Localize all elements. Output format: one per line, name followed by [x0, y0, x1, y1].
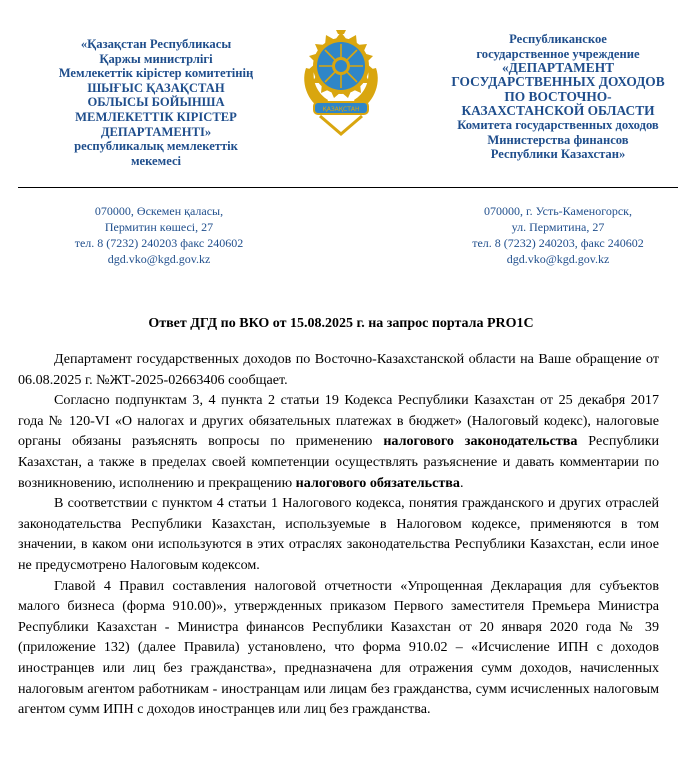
- letterhead-ru-line: Республики Казахстан»: [490, 147, 626, 162]
- letterhead-kz-line: ОБЛЫСЫ БОЙЫНША: [87, 95, 225, 110]
- paragraph-text: .: [459, 474, 464, 491]
- letterhead-ru-line: Республиканское: [509, 32, 607, 46]
- contact-street: ул. Пермитина, 27: [511, 220, 605, 234]
- document-body: [18, 349, 659, 720]
- contact-phone: тел. 8 (7232) 240203 факс 240602: [74, 236, 244, 250]
- letterhead-ru-line: «ДЕПАРТАМЕНТ: [501, 60, 615, 76]
- contacts-kazakh: [40, 203, 278, 267]
- letterhead-ru-line: ГОСУДАРСТВЕННЫХ ДОХОДОВ: [451, 74, 665, 90]
- letterhead-ru-line: Министерства финансов: [487, 132, 629, 147]
- letterhead-ru-line: Комитета государственных доходов: [457, 118, 659, 132]
- letterhead: [0, 0, 682, 190]
- contact-email: dgd.vko@kgd.gov.kz: [107, 252, 211, 266]
- paragraph-tax-code: [18, 390, 659, 493]
- header-divider: [18, 187, 678, 188]
- letterhead-kz-line: ШЫҒЫС ҚАЗАҚСТАН: [87, 80, 225, 95]
- document-title: Ответ ДГД по ВКО от 15.08.2025 г. на запрос портала PRO1С: [148, 316, 534, 331]
- emphasis-tax-obligation: налогового обязательства: [295, 474, 460, 491]
- contact-address: 070000, г. Усть-Каменогорск,: [484, 204, 632, 218]
- letterhead-kz-line: «Қазақстан Республикасы: [80, 37, 232, 51]
- letterhead-kz-line: ДЕПАРТАМЕНТІ»: [100, 124, 212, 139]
- letterhead-kazakh: [38, 37, 274, 168]
- letterhead-ru-line: ПО ВОСТОЧНО-: [504, 88, 612, 104]
- letterhead-kz-line: МЕМЛЕКЕТТІК КІРІСТЕР: [75, 109, 237, 124]
- contact-phone: тел. 8 (7232) 240203, факс 240602: [472, 236, 644, 250]
- letterhead-kz-line: мекемесі: [130, 153, 182, 168]
- letterhead-ru-line: государственное учреждение: [476, 46, 640, 61]
- paragraph-intro: Департамент государственных доходов по Восточно-Казахстанской области на Ваше обращение от 06.08.2025 г. №ЖТ-2025-02663406 сообщает.: [18, 351, 659, 388]
- emblem-caption: ҚАЗАҚСТАН: [322, 106, 360, 113]
- contact-address: 070000, Өскемен қаласы,: [94, 204, 224, 218]
- letterhead-ru-line: КАЗАХСТАНСКОЙ ОБЛАСТИ: [461, 102, 655, 118]
- paragraph-declaration-rules: Главой 4 Правил составления налоговой отчетности «Упрощенная Декларация для субъектов малого бизнеса (форма 910.00)», утвержденных приказом Первого заместителя Премьера Министра Республики Казахстан - Министра финансов Республики Казахстан от 20 января 2020 года № 39 (приложение 132) (далее Правила) установлено, что форма 910.02 – «Исчисление ИПН с доходов иностранцев или лиц без гражданства», предназначена для отражения сумм доходов, начисленных налоговым агентом работникам - иностранцам или лицам без гражданства, сумм исчисленных налоговым агентом сумм ИПН с доходов иностранцев или лиц без гражданства.: [18, 577, 659, 718]
- emphasis-tax-legislation: налогового законодательства: [383, 433, 578, 450]
- paragraph-text: Согласно подпунктам 3, 4 пункта 2 статьи 19 Кодекса Республики Казахстан от 25 декабря 2017 года № 120-VI «О налогах и других обязательных платежах в бюджет» (Налоговый кодекс), налоговые органы обязаны разъяснять вопросы по применению: [18, 392, 659, 450]
- state-emblem-icon: [300, 30, 382, 140]
- letterhead-russian: [440, 32, 676, 162]
- letterhead-kz-line: Мемлекеттік кірістер комитетінің: [58, 66, 254, 81]
- paragraph-text: Республики Казахстан, а также в пределах своей компетенции осуществлять разъяснение и давать комментарии по возникновению, исполнению и прекращению: [18, 433, 660, 491]
- contact-email: dgd.vko@kgd.gov.kz: [506, 252, 610, 266]
- paragraph-legislation-terms: В соответствии с пунктом 4 статьи 1 Налогового кодекса, понятия гражданского и других отраслей законодательства Республики Казахстан, используемые в Налоговом кодексе, применяются в том значении, в каком они используются в этих отраслях законодательства Республики Казахстан, если иное не предусмотрено Налоговым кодексом.: [18, 495, 659, 573]
- letterhead-kz-line: Қаржы министрлігі: [99, 51, 213, 66]
- contacts-russian: [438, 203, 678, 267]
- contact-street: Пермитин көшесі, 27: [104, 220, 214, 234]
- letterhead-kz-line: республикалық мемлекеттік: [74, 139, 238, 154]
